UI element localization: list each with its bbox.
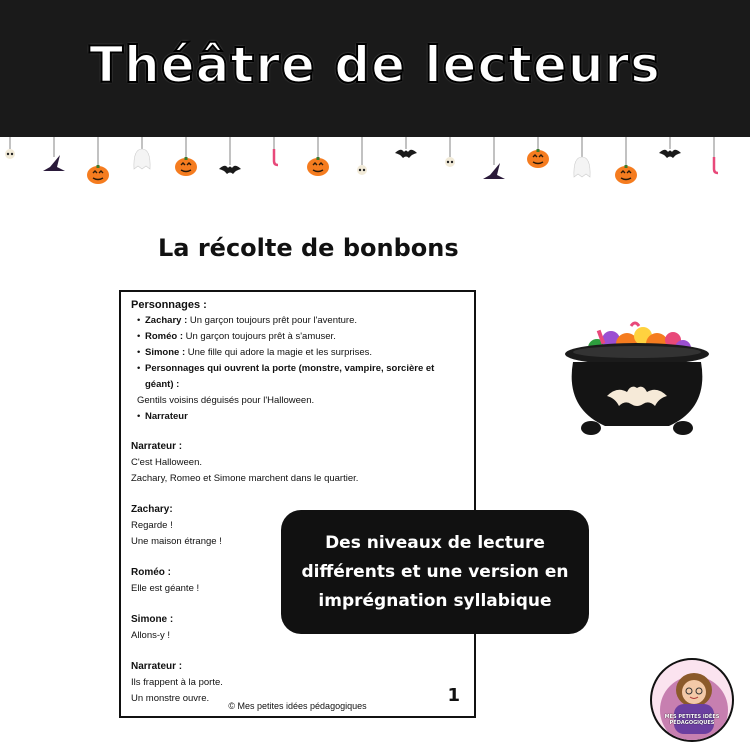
page-number: 1 [447,685,460,706]
characters-heading: Personnages : [131,299,207,311]
callout-text: Des niveaux de lecture différents et une version en imprégnation syllabique [301,532,569,611]
speaker-name: Simone : [131,614,174,625]
callout-box [281,510,589,634]
title-banner [0,0,750,137]
script-page [119,290,476,718]
dialogue-line: C'est Halloween. [131,457,202,468]
teacher-avatar-icon [652,660,734,742]
speaker-name: Zachary: [131,504,173,515]
pumpkin-icon [527,149,549,168]
dialogue-block [131,439,464,487]
character-list [131,313,464,425]
candy-cauldron-illustration [555,318,715,443]
speaker-name: Narrateur : [131,661,183,672]
ghost-icon [574,157,590,177]
character-item: • Personnages qui ouvrent la porte (monstre, vampire, sorcière et géant) : Gentils voisins déguisés pour l'Halloween. [137,361,464,409]
ghost-icon [134,149,150,169]
pumpkin-icon [307,157,329,176]
character-item: • Roméo : Un garçon toujours prêt à s'amuser. [137,329,464,345]
skull-icon [357,165,367,175]
dialogue-line: Un monstre ouvre. [131,693,210,704]
witch-hat-icon [43,155,65,171]
candy-cane-icon [714,157,718,173]
pumpkin-icon [615,165,637,184]
bat-icon [219,166,241,174]
speaker-name: Roméo : [131,567,171,578]
bat-icon [659,150,681,158]
witch-hat-icon [483,163,505,179]
brand-logo [650,658,734,742]
halloween-garland [0,137,750,197]
candy-cane-icon [274,149,278,165]
dialogue-line: Regarde ! [131,520,173,531]
character-item: • Zachary : Un garçon toujours prêt pour l'aventure. [137,313,464,329]
dialogue-line: Elle est géante ! [131,583,200,594]
pumpkin-icon [87,165,109,184]
copyright-text: © Mes petites idées pédagogiques [228,701,367,711]
speaker-name: Narrateur : [131,441,183,452]
subtitle: La récolte de bonbons [158,234,459,262]
character-item: • Simone : Une fille qui adore la magie et les surprises. [137,345,464,361]
dialogue-line: Allons-y ! [131,630,171,641]
skull-icon [445,157,455,167]
skull-icon [5,149,15,159]
banner-title: Théâtre de lecteurs [89,35,661,94]
garland-decorations [5,137,718,184]
bat-icon [395,150,417,158]
character-item: • Narrateur [137,409,464,425]
pumpkin-icon [175,157,197,176]
dialogue-line: Une maison étrange ! [131,536,222,547]
dialogue-line: Zachary, Romeo et Simone marchent dans le quartier. [131,473,359,484]
logo-text: MES PETITES IDÉES PÉDAGOGIQUES [664,714,720,726]
dialogue-line: Ils frappent à la porte. [131,677,223,688]
